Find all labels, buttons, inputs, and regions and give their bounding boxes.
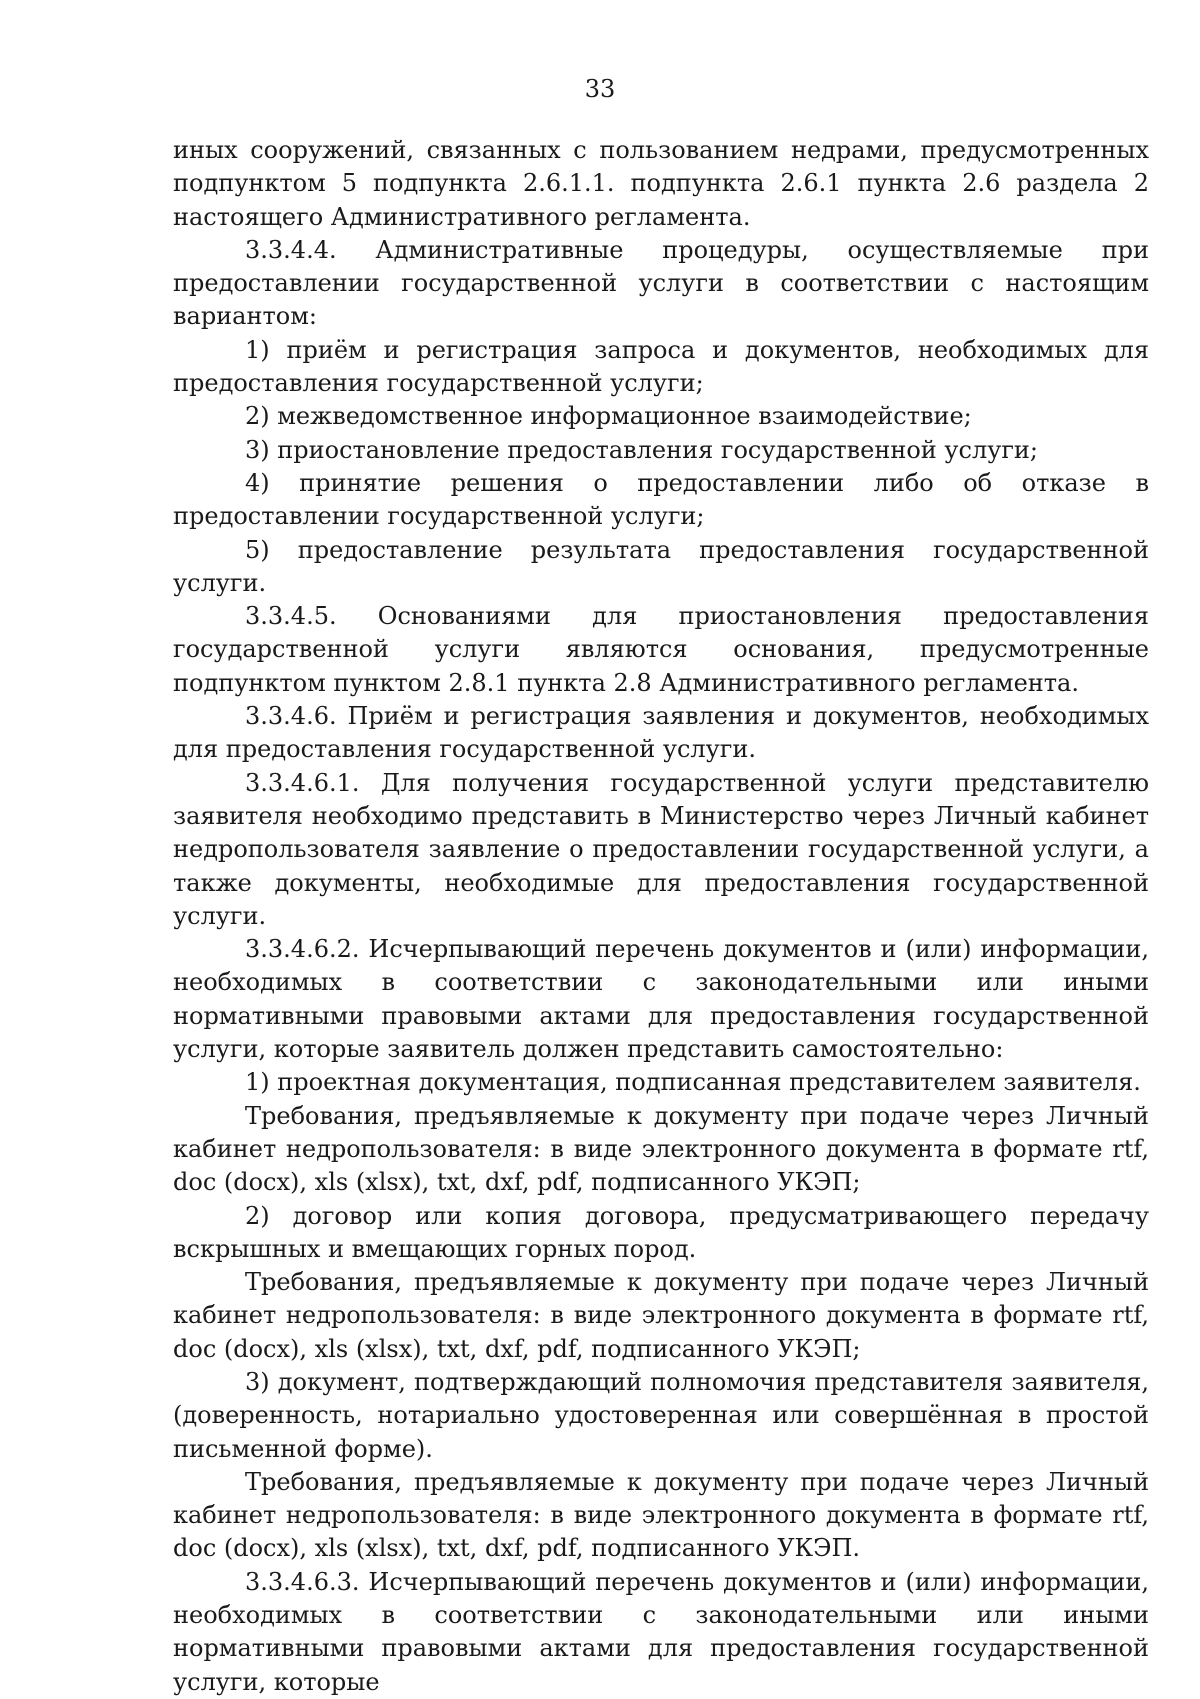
requirements-paragraph-2: Требования, предъявляемые к документу при подаче через Личный кабинет недропользователя: в виде электронного документа в формате rtf, doc (docx), xls (xlsx), txt, dxf, pdf, подписанного УКЭП; <box>173 1268 1149 1363</box>
document-item-1: 1) проектная документация, подписанная представителем заявителя. <box>245 1068 1141 1097</box>
paragraph-3-3-4-5: 3.3.4.5. Основаниями для приостановления предоставления государственной услуги являются основания, предусмотренные подпунктом пунктом 2.8.1 пункта 2.8 Административного регламента. <box>173 602 1149 697</box>
list-item-5: 5) предоставление результата предоставления государственной услуги. <box>173 535 1149 597</box>
paragraph-3-3-4-6: 3.3.4.6. Приём и регистрация заявления и документов, необходимых для предоставления государственной услуги. <box>173 702 1149 764</box>
requirements-paragraph-1: Требования, предъявляемые к документу при подаче через Личный кабинет недропользователя: в виде электронного документа в формате rtf, doc (docx), xls (xlsx), txt, dxf, pdf, подписанного УКЭП; <box>173 1101 1149 1197</box>
paragraph-3-3-4-6-2: 3.3.4.6.2. Исчерпывающий перечень документов и (или) информации, необходимых в соответствии с законодательными или иными нормативными правовыми актами для предоставления государственной услуги, которые заявитель должен представить самостоятельно: <box>173 935 1149 1064</box>
list-item-3: 3) приостановление предоставления государственной услуги; <box>245 435 1038 464</box>
document-item-3: 3) документ, подтверждающий полномочия представителя заявителя, (доверенность, нотариально удостоверенная или совершённая в простой письменной форме). <box>173 1367 1149 1463</box>
paragraph-3-3-4-4: 3.3.4.4. Административные процедуры, осуществляемые при предоставлении государственной услуги в соответствии с настоящим вариантом: <box>173 235 1149 331</box>
page-number: 33 <box>584 75 616 103</box>
paragraph-3-3-4-6-1: 3.3.4.6.1. Для получения государственной услуги представителю заявителя необходимо представить в Министерство через Личный кабинет недропользователя заявление о предоставлении государственной услуги, а также документы, необходимые для предоставления государственной услуги. <box>173 768 1149 930</box>
list-item-2: 2) межведомственное информационное взаимодействие; <box>245 402 972 431</box>
document-body <box>173 134 1149 1699</box>
paragraph-3-3-4-6-3: 3.3.4.6.3. Исчерпывающий перечень документов и (или) информации, необходимых в соответствии с законодательными или иными нормативными правовыми актами для предоставления государственной услуги, которые <box>173 1567 1149 1696</box>
requirements-paragraph-3: Требования, предъявляемые к документу при подаче через Личный кабинет недропользователя: в виде электронного документа в формате rtf, doc (docx), xls (xlsx), txt, dxf, pdf, подписанного УКЭП. <box>173 1467 1149 1563</box>
document-item-2: 2) договор или копия договора, предусматривающего передачу вскрышных и вмещающих горных пород. <box>173 1201 1149 1263</box>
list-item-1: 1) приём и регистрация запроса и документов, необходимых для предоставления государственной услуги; <box>173 335 1149 398</box>
paragraph-continuation: иных сооружений, связанных с пользованием недрами, предусмотренных подпунктом 5 подпункта 2.6.1.1. подпункта 2.6.1 пункта 2.6 раздела 2 настоящего Административного регламента. <box>173 136 1149 231</box>
list-item-4: 4) принятие решения о предоставлении либо об отказе в предоставлении государственной услуги; <box>173 468 1149 531</box>
